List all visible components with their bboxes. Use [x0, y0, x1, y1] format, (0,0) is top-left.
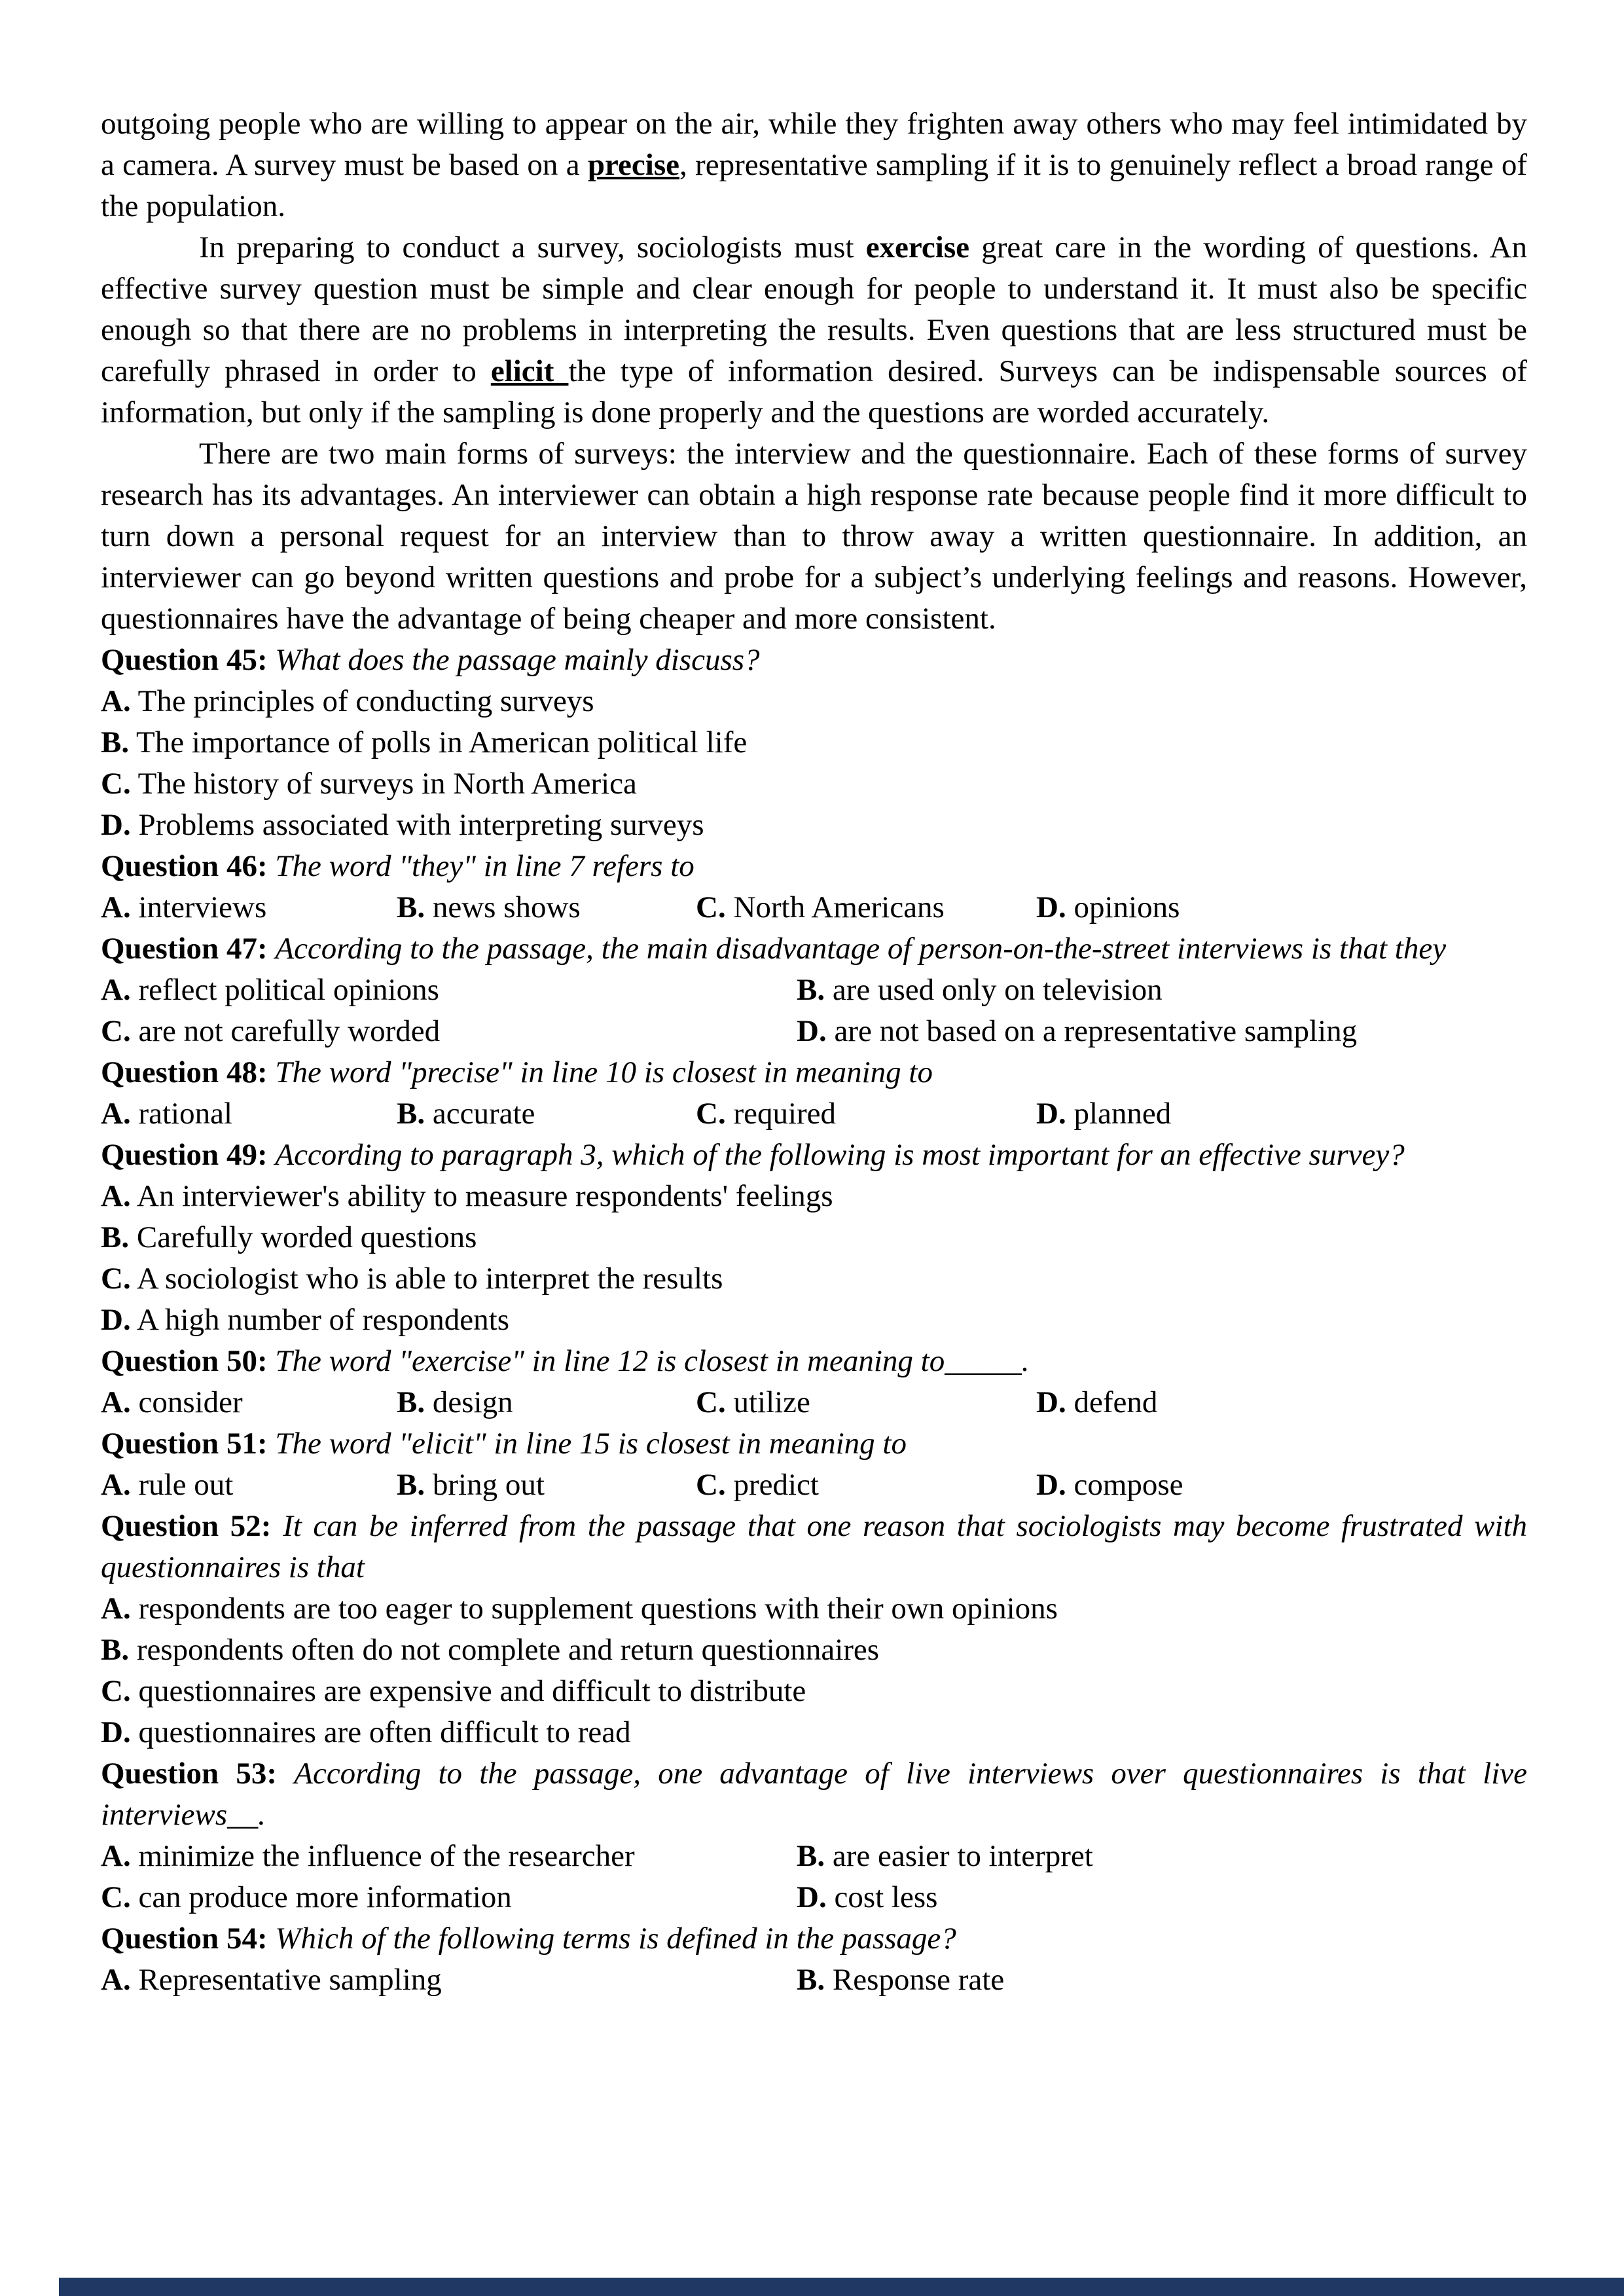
- question-head: [101, 1506, 1527, 1588]
- option-letter: C.: [101, 1014, 131, 1048]
- question-block: [101, 1423, 1527, 1506]
- question-stem: According to the passage, the main disadvantage of person-on-the-street interviews is that they: [275, 932, 1447, 966]
- question-head: [101, 1135, 1527, 1176]
- answer-option: [101, 1382, 397, 1423]
- passage-paragraph: [101, 433, 1527, 640]
- option-text: rule out: [138, 1468, 234, 1502]
- option-letter: D.: [1036, 1097, 1066, 1131]
- option-text: cost less: [834, 1880, 938, 1914]
- option-letter: B.: [797, 1963, 825, 1997]
- passage-text: the type of information desired. Surveys can be indispensable sources of information, but only if the sampling is done properly and the questions are worded accurately.: [101, 354, 1527, 429]
- question-head: [101, 1753, 1527, 1836]
- answer-option: [1036, 1093, 1527, 1135]
- option-letter: A.: [101, 1468, 131, 1502]
- passage-text: outgoing people who are willing to appear on the air, while they frighten away others who may feel intimidated by a camera. A survey must be based on a: [101, 107, 1527, 182]
- option-letter: B.: [101, 725, 130, 759]
- option-letter: C.: [696, 1097, 726, 1131]
- option-text: An interviewer's ability to measure respondents' feelings: [136, 1179, 833, 1213]
- question-head: [101, 1052, 1527, 1093]
- answer-option: [397, 1465, 696, 1506]
- passage-text: There are two main forms of surveys: the interview and the questionnaire. Each of these forms of survey research has its advantages. An interviewer can obtain a high response rate because people find it more difficult to turn down a personal request for an interview than to throw away a written questionnaire. In addition, an interviewer can go beyond written questions and probe for a subject’s underlying feelings and reasons. However, questionnaires have the advantage of being cheaper and more consistent.: [101, 437, 1527, 636]
- answer-option: [101, 1465, 397, 1506]
- answer-option: [696, 1093, 1036, 1135]
- option-text: opinions: [1074, 890, 1180, 924]
- options: [101, 1588, 1527, 1753]
- option-text: The principles of conducting surveys: [137, 684, 594, 718]
- answer-option: [101, 1959, 797, 2001]
- option-text: A high number of respondents: [136, 1303, 510, 1337]
- answer-option: [101, 1630, 1527, 1671]
- answer-option: [101, 887, 397, 928]
- passage-text: elicit: [490, 354, 569, 388]
- question-number: Question 48:: [101, 1055, 268, 1089]
- option-text: respondents often do not complete and return questionnaires: [136, 1633, 880, 1667]
- option-text: Representative sampling: [138, 1963, 442, 1997]
- option-letter: D.: [101, 1303, 131, 1337]
- answer-option: [101, 681, 1527, 722]
- question-number: Question 52:: [101, 1509, 272, 1543]
- option-letter: B.: [397, 890, 425, 924]
- option-text: rational: [138, 1097, 233, 1131]
- options: [101, 970, 1527, 1052]
- answer-option: [101, 1712, 1527, 1753]
- option-letter: B.: [101, 1220, 130, 1254]
- question-number: Question 54:: [101, 1922, 268, 1956]
- answer-option: [797, 1011, 1527, 1052]
- option-text: questionnaires are expensive and difficult to distribute: [138, 1674, 806, 1708]
- question-block: [101, 1753, 1527, 1918]
- option-letter: B.: [397, 1385, 425, 1419]
- option-text: are easier to interpret: [832, 1839, 1093, 1873]
- question-block: [101, 928, 1527, 1052]
- question-stem: The word "they" in line 7 refers to: [275, 849, 695, 883]
- options: [101, 887, 1527, 928]
- question-stem: It can be inferred from the passage that one reason that sociologists may become frustrated with questionnaires is that: [101, 1509, 1528, 1584]
- answer-option: [101, 1671, 1527, 1712]
- passage-text: In preparing to conduct a survey, sociologists must: [199, 230, 866, 264]
- option-text: compose: [1074, 1468, 1183, 1502]
- answer-option: [397, 1382, 696, 1423]
- option-letter: D.: [1036, 1385, 1066, 1419]
- passage-text: exercise: [865, 230, 969, 264]
- option-text: required: [733, 1097, 837, 1131]
- option-letter: D.: [797, 1880, 827, 1914]
- option-letter: B.: [101, 1633, 130, 1667]
- option-letter: A.: [101, 890, 131, 924]
- question-head: [101, 1918, 1527, 1959]
- answer-option: [797, 1877, 1527, 1918]
- option-text: The importance of polls in American political life: [136, 725, 748, 759]
- answer-option: [101, 1877, 797, 1918]
- options: [101, 1382, 1527, 1423]
- option-letter: A.: [101, 684, 131, 718]
- option-text: can produce more information: [138, 1880, 512, 1914]
- options: [101, 681, 1527, 846]
- option-letter: C.: [696, 890, 726, 924]
- answer-option: [397, 1093, 696, 1135]
- question-block: [101, 1135, 1527, 1341]
- option-letter: C.: [696, 1468, 726, 1502]
- option-text: reflect political opinions: [138, 973, 439, 1007]
- answer-option: [101, 1258, 1527, 1300]
- option-text: interviews: [138, 890, 267, 924]
- answer-option: [101, 1093, 397, 1135]
- option-text: defend: [1074, 1385, 1158, 1419]
- option-letter: C.: [101, 767, 131, 801]
- option-letter: B.: [797, 1839, 825, 1873]
- question-number: Question 51:: [101, 1427, 268, 1461]
- option-text: Problems associated with interpreting surveys: [138, 808, 704, 842]
- option-letter: A.: [101, 973, 131, 1007]
- question-number: Question 53:: [101, 1757, 278, 1791]
- question-number: Question 49:: [101, 1138, 268, 1172]
- option-text: A sociologist who is able to interpret the results: [136, 1262, 723, 1296]
- option-letter: A.: [101, 1179, 131, 1213]
- answer-option: [1036, 1465, 1527, 1506]
- question-number: Question 46:: [101, 849, 268, 883]
- option-text: North Americans: [733, 890, 945, 924]
- option-text: are not based on a representative sampling: [834, 1014, 1358, 1048]
- answer-option: [101, 970, 797, 1011]
- answer-option: [101, 763, 1527, 805]
- question-stem: According to the passage, one advantage of live interviews over questionnaires is that live interviews__.: [101, 1757, 1527, 1832]
- question-stem: The word "elicit" in line 15 is closest in meaning to: [275, 1427, 907, 1461]
- option-text: The history of surveys in North America: [137, 767, 637, 801]
- answer-option: [101, 805, 1527, 846]
- question-block: [101, 1918, 1527, 2001]
- option-letter: A.: [101, 1592, 131, 1626]
- question-head: [101, 846, 1527, 887]
- option-letter: A.: [101, 1839, 131, 1873]
- question-head: [101, 1341, 1527, 1382]
- answer-option: [696, 887, 1036, 928]
- question-block: [101, 846, 1527, 928]
- questions: [101, 640, 1527, 2001]
- question-head: [101, 928, 1527, 970]
- option-letter: B.: [397, 1468, 425, 1502]
- answer-option: [397, 887, 696, 928]
- option-text: planned: [1074, 1097, 1172, 1131]
- option-text: respondents are too eager to supplement questions with their own opinions: [138, 1592, 1058, 1626]
- question-stem: The word "precise" in line 10 is closest in meaning to: [275, 1055, 933, 1089]
- option-text: questionnaires are often difficult to read: [138, 1715, 631, 1749]
- answer-option: [101, 1300, 1527, 1341]
- option-letter: A.: [101, 1385, 131, 1419]
- option-letter: C.: [696, 1385, 726, 1419]
- question-stem: Which of the following terms is defined in the passage?: [275, 1922, 956, 1956]
- option-text: predict: [733, 1468, 819, 1502]
- answer-option: [797, 970, 1527, 1011]
- question-number: Question 45:: [101, 643, 268, 677]
- question-head: [101, 640, 1527, 681]
- option-letter: D.: [1036, 1468, 1066, 1502]
- passage-text: precise: [587, 148, 679, 182]
- passage-text: , representative sampling if it is to genuinely reflect a broad range of the population.: [101, 148, 1527, 223]
- option-text: consider: [138, 1385, 243, 1419]
- option-letter: C.: [101, 1880, 131, 1914]
- passage-paragraph: [101, 103, 1527, 227]
- option-letter: B.: [397, 1097, 425, 1131]
- question-block: [101, 1506, 1527, 1753]
- passage: [101, 103, 1527, 640]
- answer-option: [696, 1465, 1036, 1506]
- option-text: are not carefully worded: [138, 1014, 441, 1048]
- option-letter: B.: [797, 973, 825, 1007]
- options: [101, 1176, 1527, 1341]
- answer-option: [101, 1836, 797, 1877]
- answer-option: [797, 1836, 1527, 1877]
- option-letter: C.: [101, 1674, 131, 1708]
- question-stem: According to paragraph 3, which of the following is most important for an effective survey?: [275, 1138, 1405, 1172]
- option-letter: D.: [101, 808, 131, 842]
- answer-option: [696, 1382, 1036, 1423]
- question-stem: The word "exercise" in line 12 is closest in meaning to_____.: [275, 1344, 1030, 1378]
- options: [101, 1836, 1527, 1918]
- option-text: news shows: [432, 890, 581, 924]
- answer-option: [797, 1959, 1527, 2001]
- option-letter: A.: [101, 1963, 131, 1997]
- option-text: utilize: [733, 1385, 810, 1419]
- options: [101, 1959, 1527, 2001]
- option-letter: C.: [101, 1262, 131, 1296]
- answer-option: [101, 1217, 1527, 1258]
- answer-option: [1036, 1382, 1527, 1423]
- question-number: Question 47:: [101, 932, 268, 966]
- passage-paragraph: [101, 227, 1527, 433]
- option-text: bring out: [432, 1468, 545, 1502]
- answer-option: [101, 1011, 797, 1052]
- options: [101, 1465, 1527, 1506]
- option-text: Carefully worded questions: [136, 1220, 477, 1254]
- footer-bar: [59, 2278, 1624, 2296]
- option-letter: D.: [101, 1715, 131, 1749]
- question-block: [101, 1341, 1527, 1423]
- passage-text: great care in the wording of questions. An effective survey question must be simple and clear enough for people to understand it. It must also be specific enough so that there are no problems in interpreting the results. Even questions that are less structured must be carefully phrased in order to: [101, 230, 1527, 388]
- answer-option: [101, 1176, 1527, 1217]
- option-text: Response rate: [832, 1963, 1005, 1997]
- question-stem: What does the passage mainly discuss?: [275, 643, 760, 677]
- question-block: [101, 1052, 1527, 1135]
- option-text: minimize the influence of the researcher: [138, 1839, 635, 1873]
- question-number: Question 50:: [101, 1344, 268, 1378]
- option-text: accurate: [432, 1097, 535, 1131]
- document-page: [101, 103, 1527, 2001]
- question-head: [101, 1423, 1527, 1465]
- option-letter: D.: [1036, 890, 1066, 924]
- answer-option: [101, 1588, 1527, 1630]
- options: [101, 1093, 1527, 1135]
- question-block: [101, 640, 1527, 846]
- option-text: design: [432, 1385, 513, 1419]
- answer-option: [101, 722, 1527, 763]
- option-letter: A.: [101, 1097, 131, 1131]
- option-text: are used only on television: [832, 973, 1163, 1007]
- answer-option: [1036, 887, 1527, 928]
- option-letter: D.: [797, 1014, 827, 1048]
